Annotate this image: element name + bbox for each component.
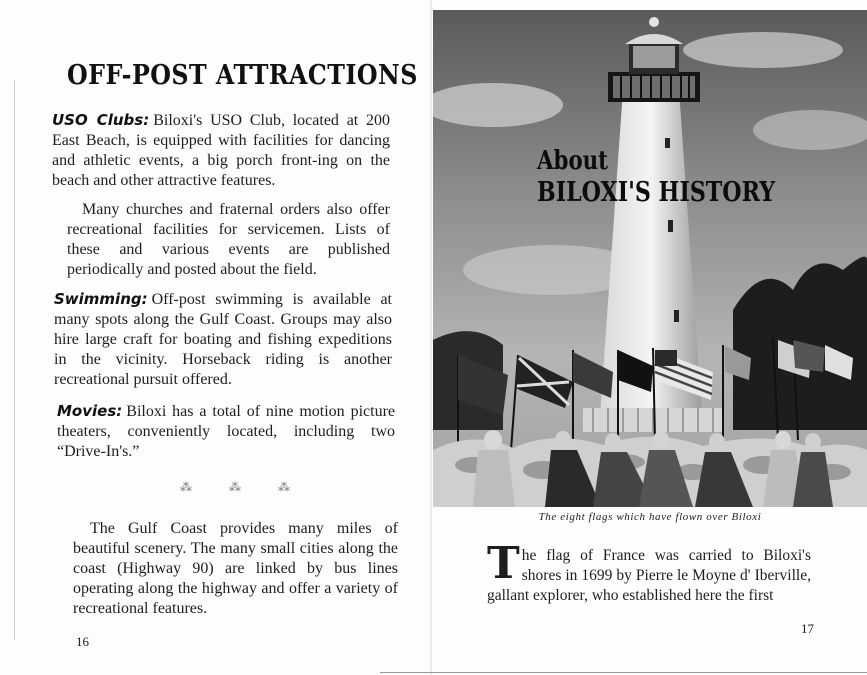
history-paragraph: [487, 538, 811, 606]
page-number-right: 17: [801, 621, 814, 636]
churches-paragraph: Many churches and fraternal orders also offer recreational facilities for servicemen. Lists of these and various events are published periodically and posted about the field.: [67, 201, 390, 278]
drop-cap: T: [487, 538, 520, 589]
movies-text: Biloxi has a total of nine motion picture theaters, conveniently located, including two “Drive-In's.”: [57, 403, 395, 460]
page-number-left: 16: [76, 634, 89, 649]
uso-clubs-lead: USO Clubs:: [52, 111, 150, 129]
ornament-icon: ⁂: [278, 480, 290, 494]
swimming-text: Off-post swimming is available at many spots along the Gulf Coast. Groups may also hire large craft for boating and fishing expeditions in the vicinity. Horseback riding is another recreational pursuit offered.: [54, 291, 392, 388]
photo-title-line2: BILOXI'S HISTORY: [537, 177, 776, 208]
lighthouse-photo-image: [433, 10, 867, 507]
section-divider: [180, 480, 290, 495]
movies-lead: Movies:: [57, 402, 123, 420]
photo-title: [537, 146, 775, 210]
uso-clubs-paragraph: [52, 110, 390, 191]
movies-paragraph: [57, 401, 395, 462]
uso-clubs-text: Biloxi's USO Club, located at 200 East Beach, is equipped with facilities for dancing and athletic events, a big porch front-ing on the beach and other attractive features.: [52, 112, 391, 189]
page-bottom-edge: [380, 672, 867, 673]
page-edge-line: [14, 80, 15, 640]
left-page: [0, 0, 432, 675]
history-text: he flag of France was carried to Biloxi's shores in 1699 by Pierre le Moyne d' Iberville, gallant explorer, who established here the first: [487, 547, 811, 604]
page-heading: OFF-POST ATTRACTIONS: [67, 60, 418, 91]
photo-title-line1: About: [537, 146, 609, 176]
lighthouse-photo: [433, 10, 867, 507]
gulf-coast-paragraph: The Gulf Coast provides many miles of beautiful scenery. The many small cities along the coast (Highway 90) are linked by bus lines operating along the highway and offer a variety of recreational features.: [73, 520, 398, 617]
swimming-paragraph: [54, 289, 392, 390]
ornament-icon: ⁂: [180, 480, 192, 494]
swimming-lead: Swimming:: [54, 290, 148, 308]
photo-caption: The eight flags which have flown over Biloxi: [538, 511, 762, 523]
ornament-icon: ⁂: [229, 480, 241, 494]
